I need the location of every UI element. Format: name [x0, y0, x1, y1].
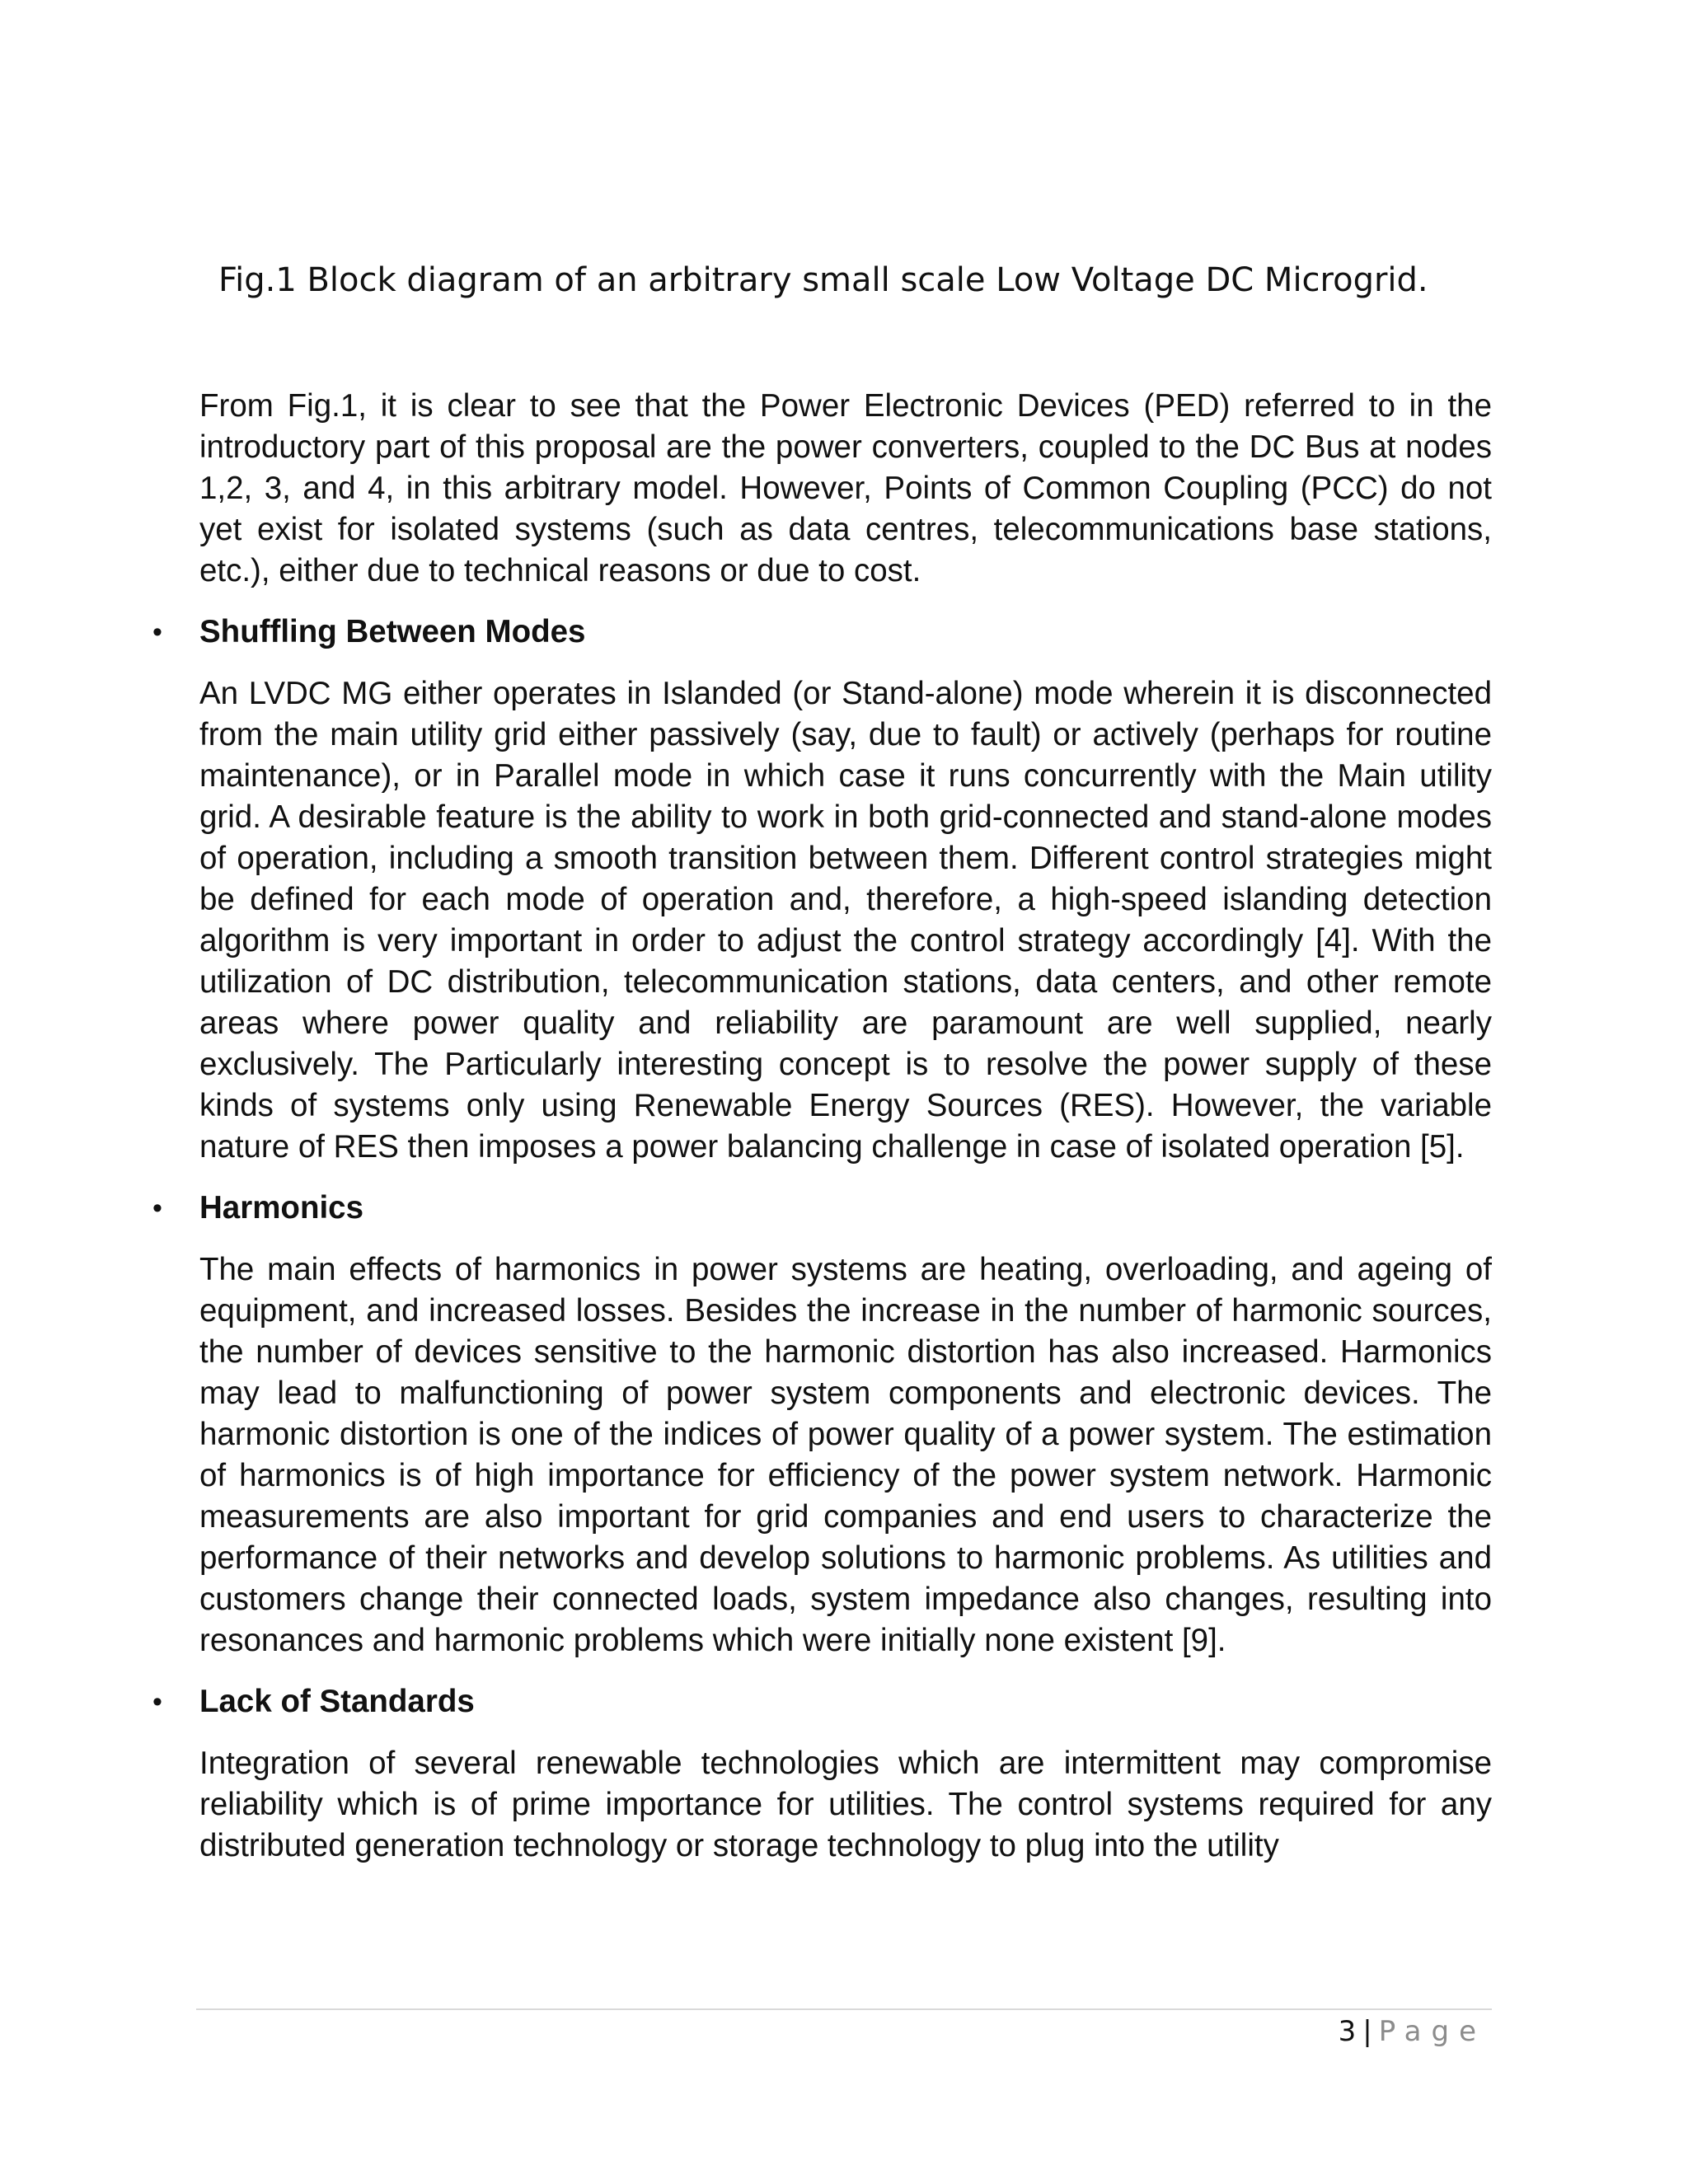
- figure-caption: Fig.1 Block diagram of an arbitrary small scale Low Voltage DC Microgrid.: [218, 261, 1428, 299]
- section-body: Integration of several renewable technologies which are intermittent may compromise reliability which is of prime importance for utilities. The control systems required for any distributed generation technology or storage technology to plug into the utility: [199, 1746, 1492, 1863]
- section-heading: [152, 612, 1492, 653]
- section-lack-of-standards: [152, 1681, 1492, 1867]
- bullet-icon: •: [152, 1193, 162, 1224]
- intro-paragraph: From Fig.1, it is clear to see that the Power Electronic Devices (PED) referred to in the introductory part of this proposal are the power converters, coupled to the DC Bus at nodes 1,2, 3, and 4, in this arbitrary model. However, Points of Common Coupling (PCC) do not yet exist for isolated systems (such as data centres, telecommunications base stations, etc.), either due to technical reasons or due to cost.: [199, 388, 1492, 588]
- document-body: [152, 386, 1492, 1867]
- bullet-icon: •: [152, 616, 162, 648]
- footer-divider: [196, 2008, 1492, 2010]
- page-label: Page: [1378, 2015, 1486, 2048]
- section-body: An LVDC MG either operates in Islanded (or Stand-alone) mode wherein it is disconnected from the main utility grid either passively (say, due to fault) or actively (perhaps for routine maintenance), or in Parallel mode in which case it runs concurrently with the Main utility grid. A desirable feature is the ability to work in both grid-connected and stand-alone modes of operation, including a smooth transition between them. Different control strategies might be defined for each mode of operation and, therefore, a high-speed islanding detection algorithm is very important in order to adjust the control strategy accordingly [4]. With the utilization of DC distribution, telecommunication stations, data centers, and other remote areas where power quality and reliability are paramount are well supplied, nearly exclusively. The Particularly interesting concept is to resolve the power supply of these kinds of systems only using Renewable Energy Sources (RES). However, the variable nature of RES then imposes a power balancing challenge in case of isolated operation [5].: [199, 676, 1492, 1165]
- page-number: 3: [1338, 2015, 1357, 2048]
- bullet-icon: •: [152, 1686, 162, 1718]
- section-heading-text: Harmonics: [199, 1190, 363, 1226]
- section-heading-text: Shuffling Between Modes: [199, 614, 586, 649]
- section-heading: [152, 1188, 1492, 1229]
- section-heading-text: Lack of Standards: [199, 1684, 475, 1719]
- section-body: The main effects of harmonics in power systems are heating, overloading, and ageing of equipment, and increased losses. Besides the increase in the number of harmonic sources, the number of devices sensitive to the harmonic distortion has also increased. Harmonics may lead to malfunctioning of power system components and electronic devices. The harmonic distortion is one of the indices of power quality of a power system. The estimation of harmonics is of high importance for efficiency of the power system network. Harmonic measurements are also important for grid companies and end users to characterize the performance of their networks and develop solutions to harmonic problems. As utilities and customers change their connected loads, system impedance also changes, resulting into resonances and harmonic problems which were initially none existent [9].: [199, 1252, 1492, 1658]
- section-shuffling-between-modes: [152, 612, 1492, 1168]
- page-footer: [1339, 2011, 1486, 2052]
- footer-separator: |: [1362, 2015, 1372, 2048]
- section-heading: [152, 1681, 1492, 1722]
- section-harmonics: [152, 1188, 1492, 1661]
